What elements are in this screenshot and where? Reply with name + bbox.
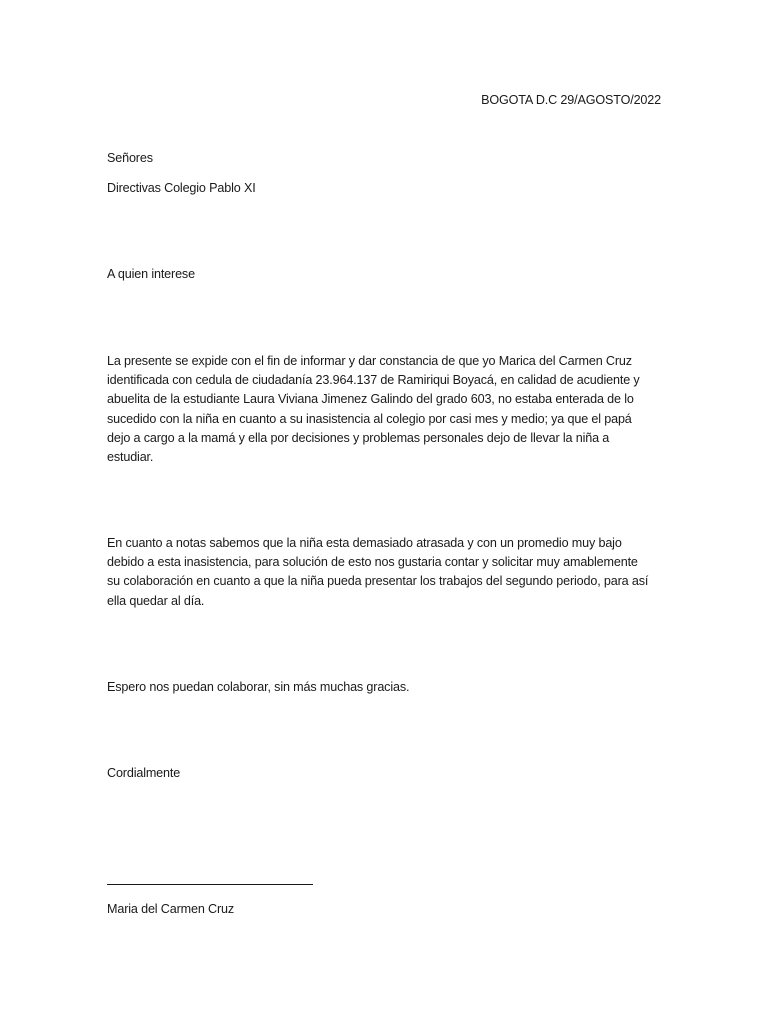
- paragraph-2-line: su colaboración en cuanto a que la niña pueda presentar los trabajos del segundo periodo, para así: [107, 574, 649, 589]
- paragraph-1-line: abuelita de la estudiante Laura Viviana Jimenez Galindo del grado 603, no estaba enterada de lo: [107, 392, 634, 407]
- paragraph-2: [107, 534, 667, 611]
- paragraph-1-line: estudiar.: [107, 450, 154, 465]
- recipient: Directivas Colegio Pablo XI: [107, 181, 256, 195]
- paragraph-1-line: La presente se expide con el fin de informar y dar constancia de que yo Marica del Carmen Cruz: [107, 354, 632, 368]
- paragraph-1-line: identificada con cedula de ciudadanía 23.964.137 de Ramiriqui Boyacá, en calidad de acudiente y: [107, 373, 640, 388]
- paragraph-2-line: debido a esta inasistencia, para solución de esto nos gustaria contar y solicitar muy amablemente: [107, 555, 638, 570]
- signature-line: [107, 884, 313, 885]
- to-whom-line: A quien interese: [107, 267, 195, 281]
- closing-request: Espero nos puedan colaborar, sin más muchas gracias.: [107, 680, 410, 694]
- salutation: Señores: [107, 151, 153, 165]
- paragraph-2-line: En cuanto a notas sabemos que la niña esta demasiado atrasada y con un promedio muy bajo: [107, 536, 622, 550]
- paragraph-1-line: dejo a cargo a la mamá y ella por decisiones y problemas personales dejo de llevar la niña a: [107, 430, 610, 445]
- letter-date: BOGOTA D.C 29/AGOSTO/2022: [481, 93, 661, 107]
- signatory-name: Maria del Carmen Cruz: [107, 902, 235, 916]
- paragraph-1-line: sucedido con la niña en cuanto a su inasistencia al colegio por casi mes y medio; ya que el papá: [107, 411, 632, 426]
- sign-off: Cordialmente: [107, 766, 181, 780]
- paragraph-1: [107, 352, 667, 467]
- paragraph-2-line: ella quedar al día.: [107, 593, 205, 608]
